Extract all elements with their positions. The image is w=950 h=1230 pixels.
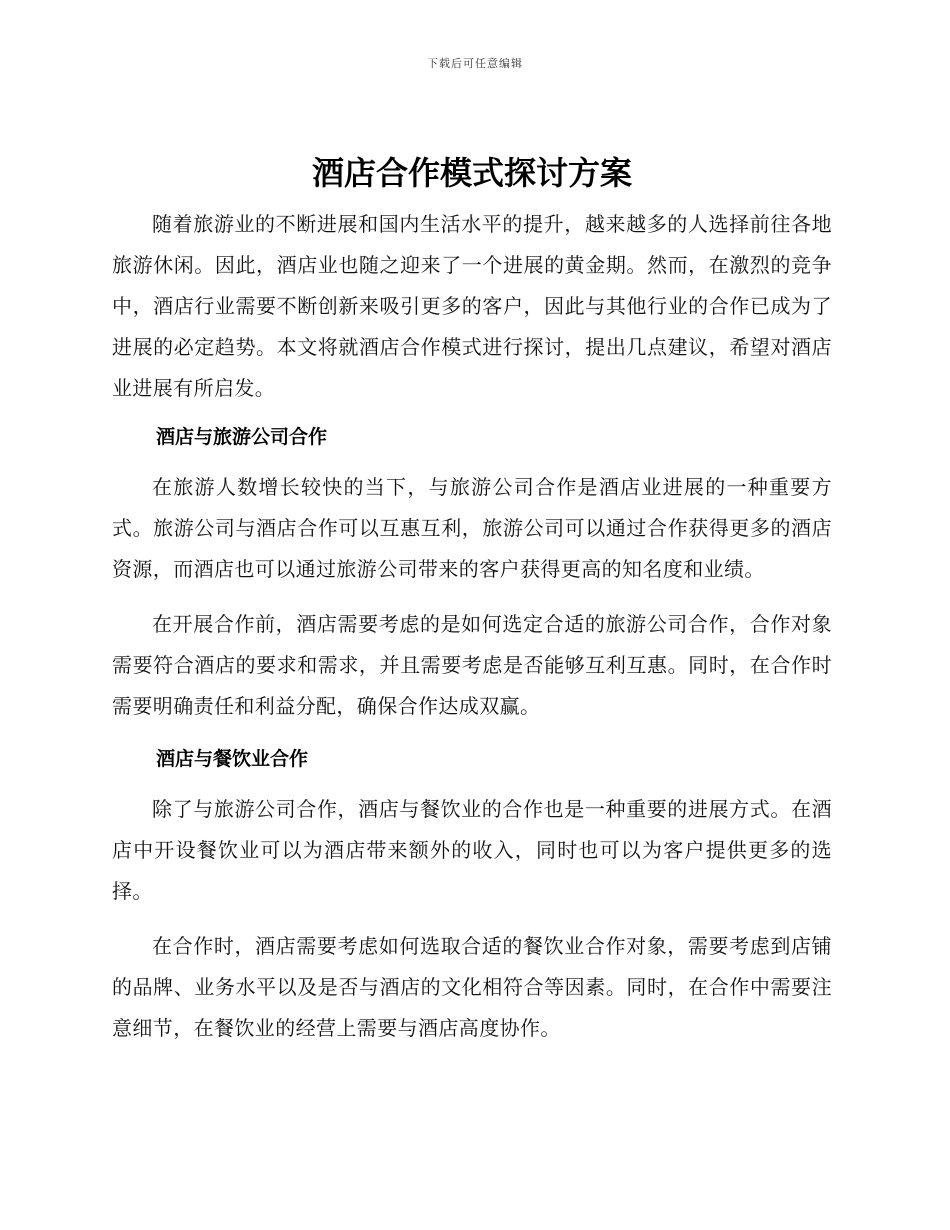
section-heading: 酒店与餐饮业合作	[156, 748, 309, 770]
page-header-note: 下载后可任意编辑	[427, 57, 523, 70]
body-paragraph: 在合作时，酒店需要考虑如何选取合适的餐饮业合作对象，需要考虑到店铺的品牌、业务水平以及是否与酒店的文化相符合等因素。同时，在合作中需要注意细节，在餐饮业的经营上需要与酒店高度协作。	[112, 934, 832, 1040]
section-catering	[112, 741, 832, 1049]
document-body	[112, 148, 832, 1063]
document-title: 酒店合作模式探讨方案	[311, 154, 632, 192]
section-travel-companies	[112, 419, 832, 727]
body-paragraph: 在旅游人数增长较快的当下，与旅游公司合作是酒店业进展的一种重要方式。旅游公司与酒店合作可以互惠互利，旅游公司可以通过合作获得更多的酒店资源，而酒店也可以通过旅游公司带来的客户获得更高的知名度和业绩。	[112, 475, 832, 581]
body-paragraph: 在开展合作前，酒店需要考虑的是如何选定合适的旅游公司合作，合作对象需要符合酒店的要求和需求，并且需要考虑是否能够互利互惠。同时，在合作时需要明确责任和利益分配，确保合作达成双赢。	[112, 612, 832, 718]
section-heading: 酒店与旅游公司合作	[156, 426, 328, 448]
intro-paragraph: 随着旅游业的不断进展和国内生活水平的提升，越来越多的人选择前往各地旅游休闲。因此，酒店业也随之迎来了一个进展的黄金期。然而，在激烈的竞争中，酒店行业需要不断创新来吸引更多的客户，因此与其他行业的合作已成为了进展的必定趋势。本文将就酒店合作模式进行探讨，提出几点建议，希望对酒店业进展有所启发。	[112, 212, 832, 400]
body-paragraph: 除了与旅游公司合作，酒店与餐饮业的合作也是一种重要的进展方式。在酒店中开设餐饮业可以为酒店带来额外的收入，同时也可以为客户提供更多的选择。	[112, 797, 832, 903]
